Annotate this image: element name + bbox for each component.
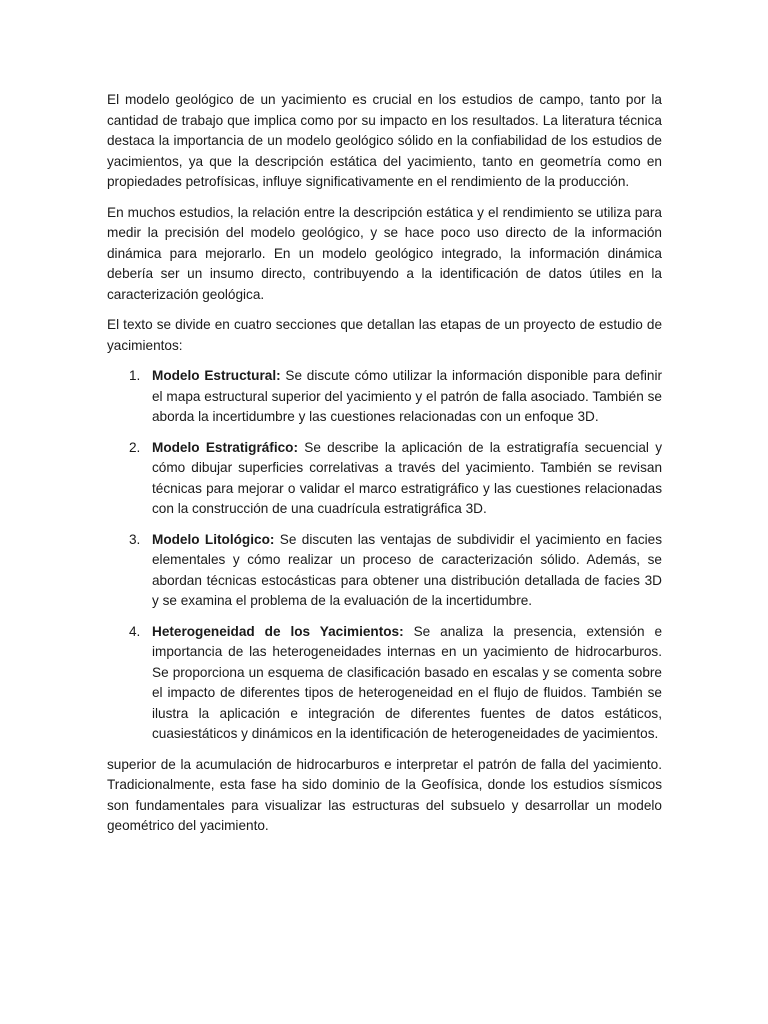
sections-intro-paragraph: El texto se divide en cuatro secciones que detallan las etapas de un proyecto de estudio de yacimientos:	[107, 317, 662, 353]
list-term: Modelo Estructural:	[152, 368, 281, 383]
list-text: Se describe la aplicación de la estratigrafía secuencial y cómo dibujar superficies correlativas a través del yacimiento. También se revisan técnicas para mejorar o validar el marco estratigráfico y las cuestiones relacionadas con la construcción de una cuadrícula estratigráfica 3D.	[152, 439, 662, 516]
list-text: Se analiza la presencia, extensión e importancia de las heterogeneidades internas en un yacimiento de hidrocarburos. Se proporciona un esquema de clasificación basado en escalas y se comenta sobre el impacto de diferentes tipos de heterogeneidad en el flujo de fluidos. También se ilustra la aplicación e integración de diferentes fuentes de datos estáticos, cuasiestáticos y dinámicos en la identificación de heterogeneidades de yacimientos.	[152, 623, 662, 741]
list-text: Se discuten las ventajas de subdividir el yacimiento en facies elementales y cómo realizar un proceso de caracterización sólido. Además, se abordan técnicas estocásticas para obtener una distribución detallada de facies 3D y se examina el problema de la evaluación de la incertidumbre.	[152, 531, 663, 608]
integration-paragraph: En muchos estudios, la relación entre la descripción estática y el rendimiento se utiliza para medir la precisión del modelo geológico, y se hace poco uso directo de la información dinámica para mejorarlo. En un modelo geológico integrado, la información dinámica debería ser un insumo directo, contribuyendo a la identificación de datos útiles en la caracterización geológica.	[107, 204, 662, 302]
list-term: Modelo Litológico:	[152, 531, 275, 547]
list-term: Modelo Estratigráfico:	[152, 439, 298, 455]
list-text: Se discute cómo utilizar la información disponible para definir el mapa estructural superior del yacimiento y el patrón de falla asociado. También se aborda la incertidumbre y las cuestiones relacionadas con un enfoque 3D.	[152, 368, 662, 424]
list-item	[107, 530, 662, 612]
list-term: Heterogeneidad de los Yacimientos:	[152, 623, 404, 639]
list-item	[107, 622, 662, 745]
list-item	[107, 366, 662, 428]
list-number: 1.	[129, 368, 141, 383]
list-item	[107, 438, 662, 520]
sections-list	[107, 366, 662, 745]
list-number: 2.	[129, 439, 141, 455]
document-page	[107, 90, 662, 847]
list-number: 4.	[129, 623, 141, 639]
closing-paragraph: superior de la acumulación de hidrocarburos e interpretar el patrón de falla del yacimiento. Tradicionalmente, esta fase ha sido dominio de la Geofísica, donde los estudios sísmicos son fundamentales para visualizar las estructuras del subsuelo y desarrollar un modelo geométrico del yacimiento.	[107, 756, 662, 833]
intro-paragraph: El modelo geológico de un yacimiento es crucial en los estudios de campo, tanto por la cantidad de trabajo que implica como por su impacto en los resultados. La literatura técnica destaca la importancia de un modelo geológico sólido en la confiabilidad de los estudios de yacimientos, ya que la descripción estática del yacimiento, tanto en geometría como en propiedades petrofísicas, influye significativamente en el rendimiento de la producción.	[107, 92, 662, 189]
list-number: 3.	[129, 531, 141, 547]
